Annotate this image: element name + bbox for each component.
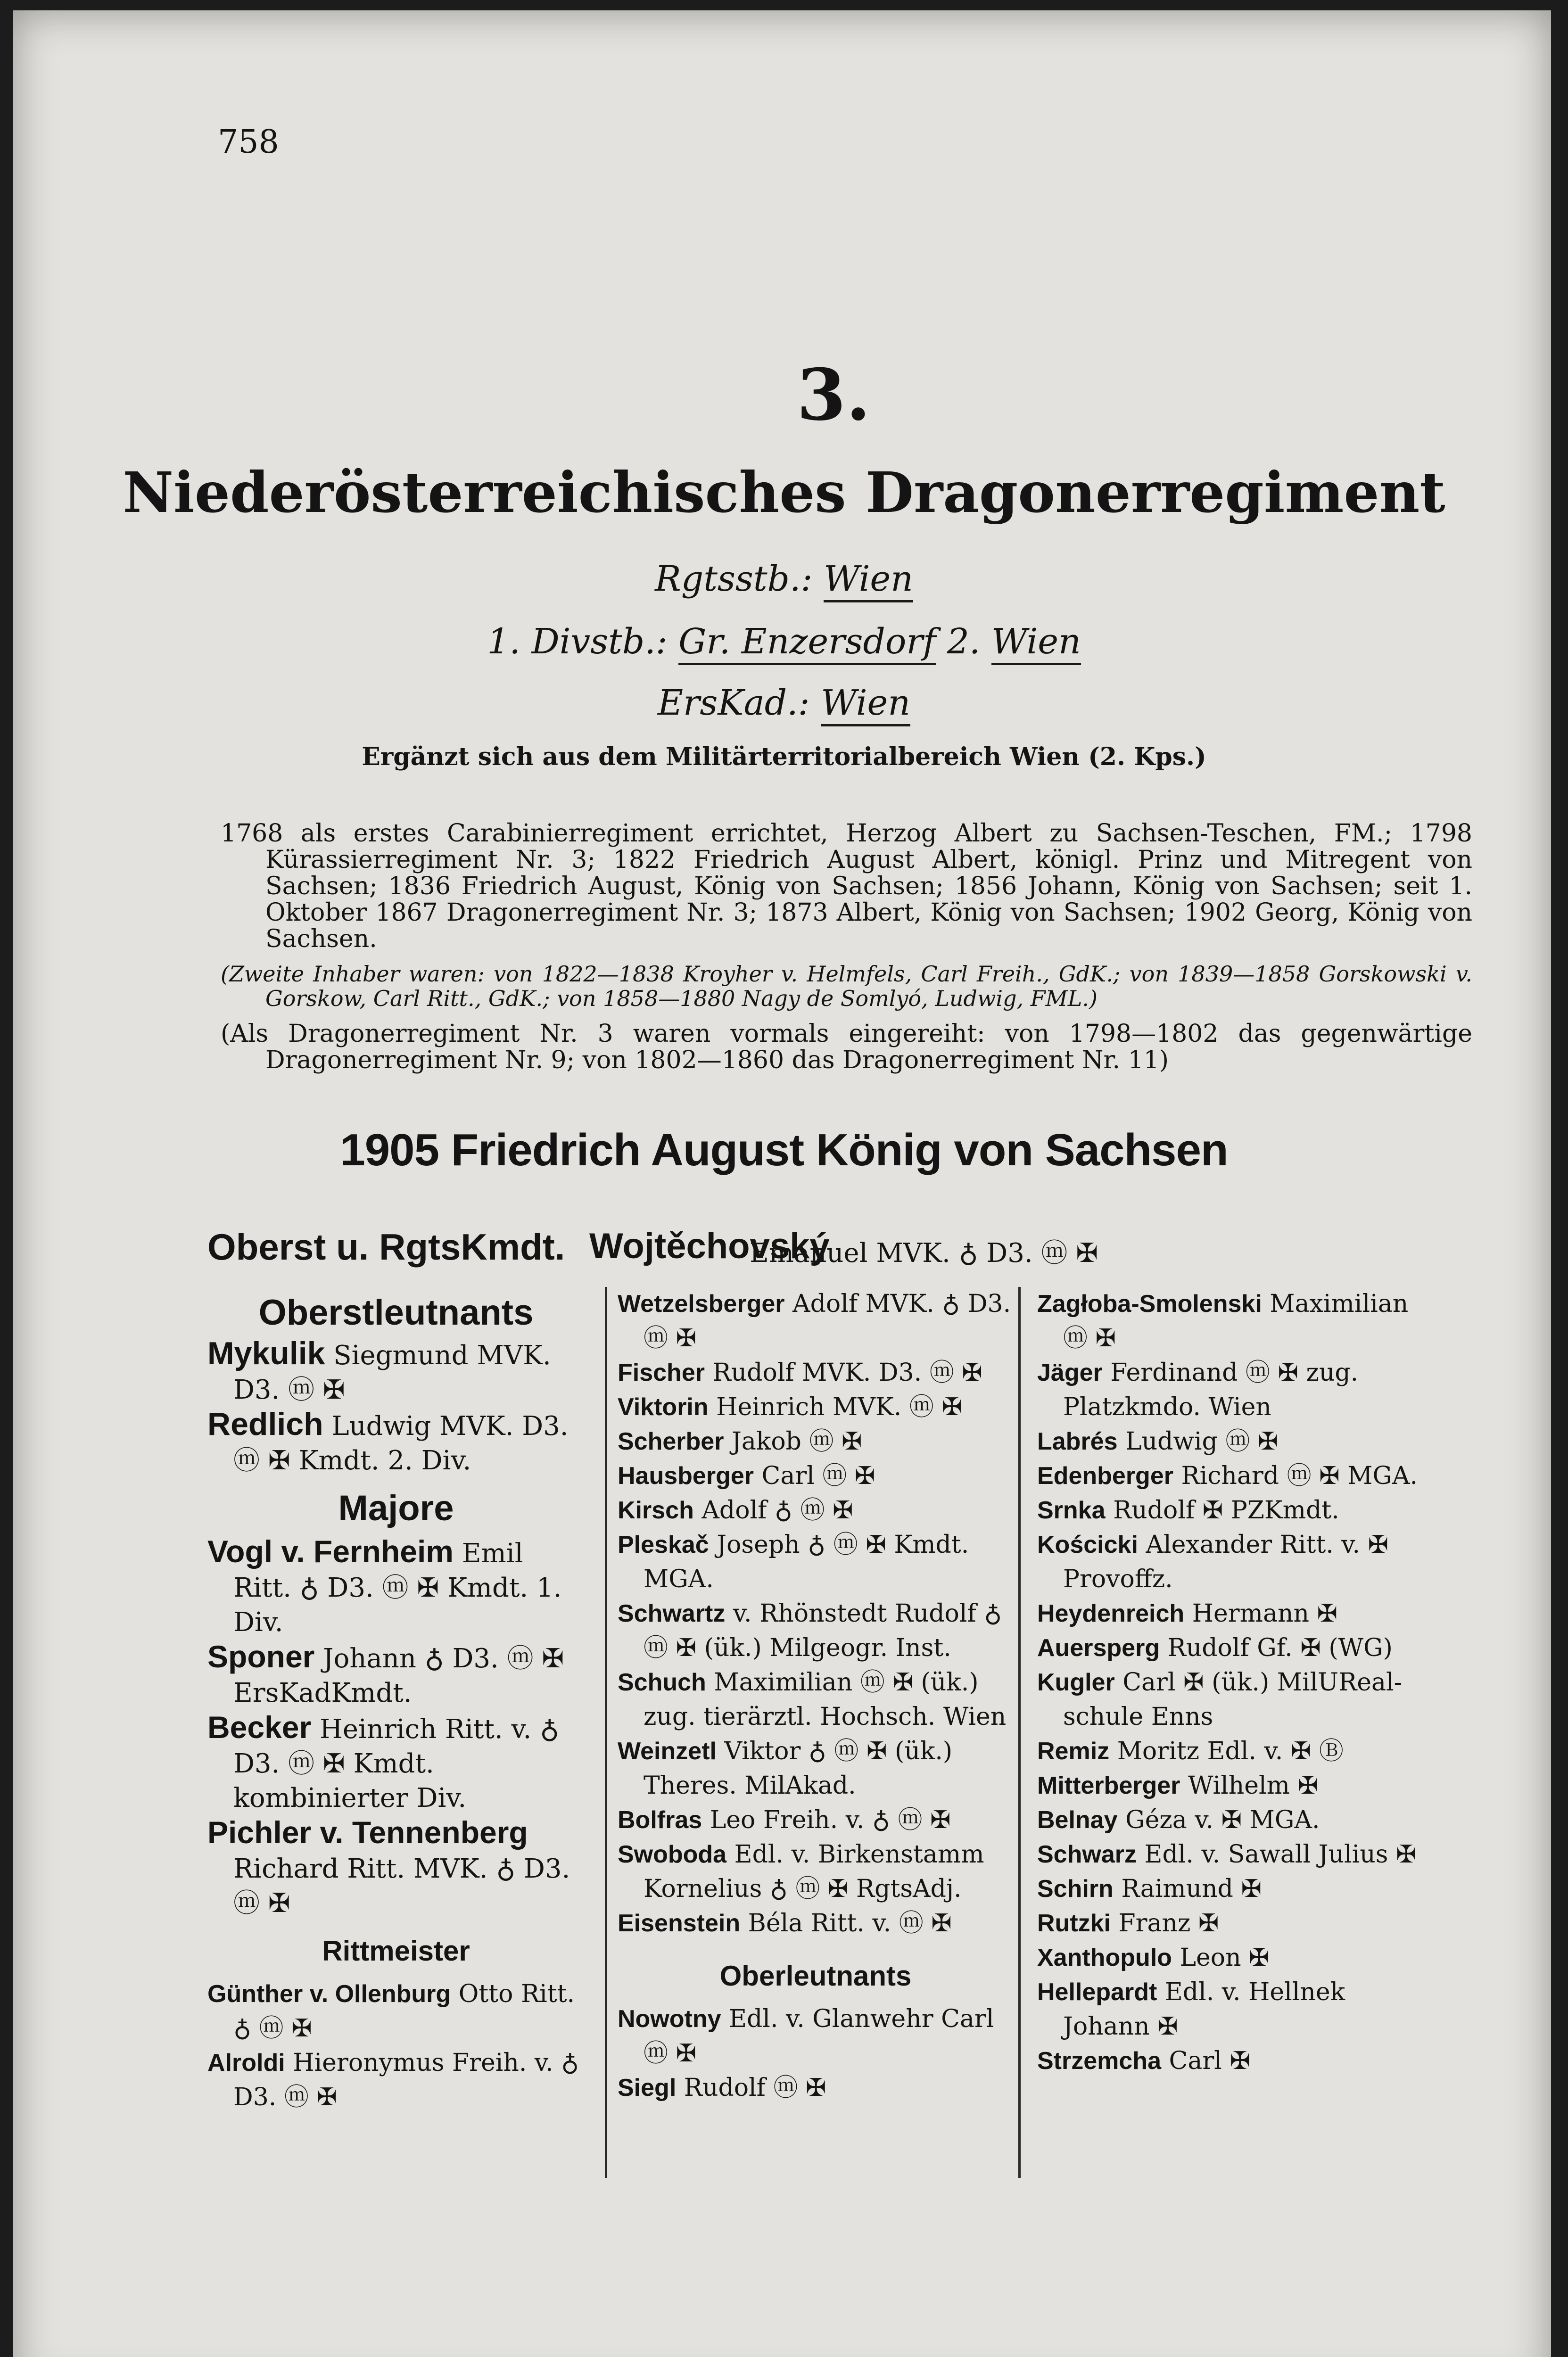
list-item: Mykulik Siegmund MVK. D3. ⓜ ✠ xyxy=(207,1335,551,1405)
officer-column-3 xyxy=(1037,1287,1433,2078)
owner-line: 1905 Friedrich August König von Sachsen xyxy=(340,1125,1228,1175)
list-item: Sponer Johann ♁ D3. ⓜ ✠ ErsKadKmdt. xyxy=(207,1639,564,1708)
list-item: Alroldi Hieronymus Freih. v. ♁ D3. ⓜ ✠ xyxy=(207,2049,579,2111)
list-item: Heydenreich Hermann ✠ xyxy=(1037,1599,1338,1628)
list-item: Edenberger Richard ⓜ ✠ MGA. xyxy=(1037,1462,1418,1490)
list-item: Eisenstein Béla Ritt. v. ⓜ ✠ xyxy=(618,1909,952,1937)
heading-first-lieutenants: Oberleutnants xyxy=(719,1960,912,1992)
list-item: Belnay Géza v. ✠ MGA. xyxy=(1037,1806,1320,1834)
second-owners-paragraph: (Zweite Inhaber waren: von 1822—1838 Kroyher v. Helmfels, Carl Freih., GdK.; von 1839—1858 Gorskowski v. Gorskow, Carl Ritt., GdK.; von 1858—1880 Nagy de Somlyó, Ludwig, FML.) xyxy=(221,961,1472,1011)
history-paragraph: 1768 als erstes Carabinierregiment errichtet, Herzog Albert zu Sachsen-Teschen, FM.; 1798 Kürassierregiment Nr. 3; 1822 Friedrich August Albert, königl. Prinz und Mitregent von Sachsen; 1836 Friedrich August, König von Sachsen; 1856 Johann, König von Sachsen; seit 1. Oktober 1867 Dragonerregiment Nr. 3; 1873 Albert, König von Sachsen; 1902 Georg, König von Sachsen. xyxy=(221,819,1472,953)
section-number: 3. xyxy=(797,354,871,437)
list-item: Pichler v. Tennenberg Richard Ritt. MVK. ♁ D3. ⓜ ✠ xyxy=(207,1815,570,1919)
list-item: Kościcki Alexander Ritt. v. ✠ Provoffz. xyxy=(1037,1531,1389,1593)
list-item: Schwarz Edl. v. Sawall Julius ✠ xyxy=(1037,1840,1417,1869)
list-item: Nowotny Edl. v. Glanwehr Carl ⓜ ✠ xyxy=(618,2005,994,2068)
list-item: Kugler Carl ✠ (ük.) MilUReal-schule Enns xyxy=(1037,1668,1403,1731)
list-item: Srnka Rudolf ✠ PZKmdt. xyxy=(1037,1496,1339,1525)
list-item: Hellepardt Edl. v. Hellnek Johann ✠ xyxy=(1037,1978,1345,2041)
list-item: Pleskač Joseph ♁ ⓜ ✠ Kmdt. MGA. xyxy=(618,1531,969,1593)
list-item: Fischer Rudolf MVK. D3. ⓜ ✠ xyxy=(618,1359,982,1387)
column-divider-right xyxy=(1018,1287,1021,2178)
list-item: Redlich Ludwig MVK. D3. ⓜ ✠ Kmdt. 2. Div. xyxy=(207,1406,569,1476)
supplement-line: Ergänzt sich aus dem Militärterritorialbereich Wien (2. Kps.) xyxy=(362,742,1206,771)
list-item: Siegl Rudolf ⓜ ✠ xyxy=(618,2074,826,2102)
station-hq: Rgtsstb.: Wien xyxy=(0,559,1568,599)
list-item: Strzemcha Carl ✠ xyxy=(1037,2047,1250,2075)
list-item: Labrés Ludwig ⓜ ✠ xyxy=(1037,1427,1279,1456)
list-item: Swoboda Edl. v. Birkenstamm Kornelius ♁ ⓜ ✠ RgtsAdj. xyxy=(618,1840,984,1903)
colonel-name: Wojtěchovský xyxy=(589,1226,830,1266)
colonel-details: Emanuel MVK. ♁ D3. ⓜ ✠ xyxy=(750,1238,1098,1269)
list-item: Mitterberger Wilhelm ✠ xyxy=(1037,1772,1319,1800)
page-number: 758 xyxy=(218,124,279,161)
list-item: Jäger Ferdinand ⓜ ✠ zug. Platzkmdo. Wien xyxy=(1037,1359,1359,1421)
list-item: Scherber Jakob ⓜ ✠ xyxy=(618,1427,862,1456)
heading-captains: Rittmeister xyxy=(322,1935,470,1967)
list-item: Becker Heinrich Ritt. v. ♁ D3. ⓜ ✠ Kmdt. kombinierter Div. xyxy=(207,1710,560,1813)
list-item: Kirsch Adolf ♁ ⓜ ✠ xyxy=(618,1496,853,1525)
station-divisions: 1. Divstb.: Gr. Enzersdorf 2. Wien xyxy=(0,621,1568,662)
list-item: Bolfras Leo Freih. v. ♁ ⓜ ✠ xyxy=(618,1806,951,1834)
list-item: Günther v. Ollenburg Otto Ritt. ♁ ⓜ ✠ xyxy=(207,1980,575,2043)
regiment-title: Niederösterreichisches Dragonerregiment xyxy=(123,460,1445,525)
heading-majors: Majore xyxy=(338,1488,454,1528)
heading-lt-colonels: Oberstleutnants xyxy=(258,1293,534,1333)
list-item: Weinzetl Viktor ♁ ⓜ ✠ (ük.) Theres. MilAkad. xyxy=(618,1737,953,1800)
column-divider-left xyxy=(605,1287,607,2178)
list-item: Viktorin Heinrich MVK. ⓜ ✠ xyxy=(618,1393,962,1421)
officer-column-1 xyxy=(207,1289,585,2115)
officer-column-2 xyxy=(618,1287,1014,2105)
colonel-label: Oberst u. RgtsKmdt. xyxy=(207,1226,565,1268)
list-item: Schirn Raimund ✠ xyxy=(1037,1875,1262,1903)
list-item: Schuch Maximilian ⓜ ✠ (ük.) zug. tierärztl. Hochsch. Wien xyxy=(618,1668,1007,1731)
list-item: Hausberger Carl ⓜ ✠ xyxy=(618,1462,875,1490)
list-item: Vogl v. Fernheim Emil Ritt. ♁ D3. ⓜ ✠ Kmdt. 1. Div. xyxy=(207,1534,562,1638)
list-item: Schwartz v. Rhönstedt Rudolf ♁ ⓜ ✠ (ük.) Milgeogr. Inst. xyxy=(618,1599,1002,1662)
list-item: Wetzelsberger Adolf MVK. ♁ D3. ⓜ ✠ xyxy=(618,1290,1011,1352)
list-item: Auersperg Rudolf Gf. ✠ (WG) xyxy=(1037,1634,1393,1662)
list-item: Zagłoba-Smolenski Maximilian ⓜ ✠ xyxy=(1037,1290,1409,1352)
station-erskad: ErsKad.: Wien xyxy=(0,683,1568,723)
former-units-paragraph: (Als Dragonerregiment Nr. 3 waren vormals eingereiht: von 1798—1802 das gegenwärtige Dragonerregiment Nr. 9; von 1802—1860 das Dragonerregiment Nr. 11) xyxy=(221,1020,1472,1074)
list-item: Xanthopulo Leon ✠ xyxy=(1037,1944,1270,1972)
list-item: Rutzki Franz ✠ xyxy=(1037,1909,1219,1937)
list-item: Remiz Moritz Edl. v. ✠ Ⓑ xyxy=(1037,1737,1344,1765)
